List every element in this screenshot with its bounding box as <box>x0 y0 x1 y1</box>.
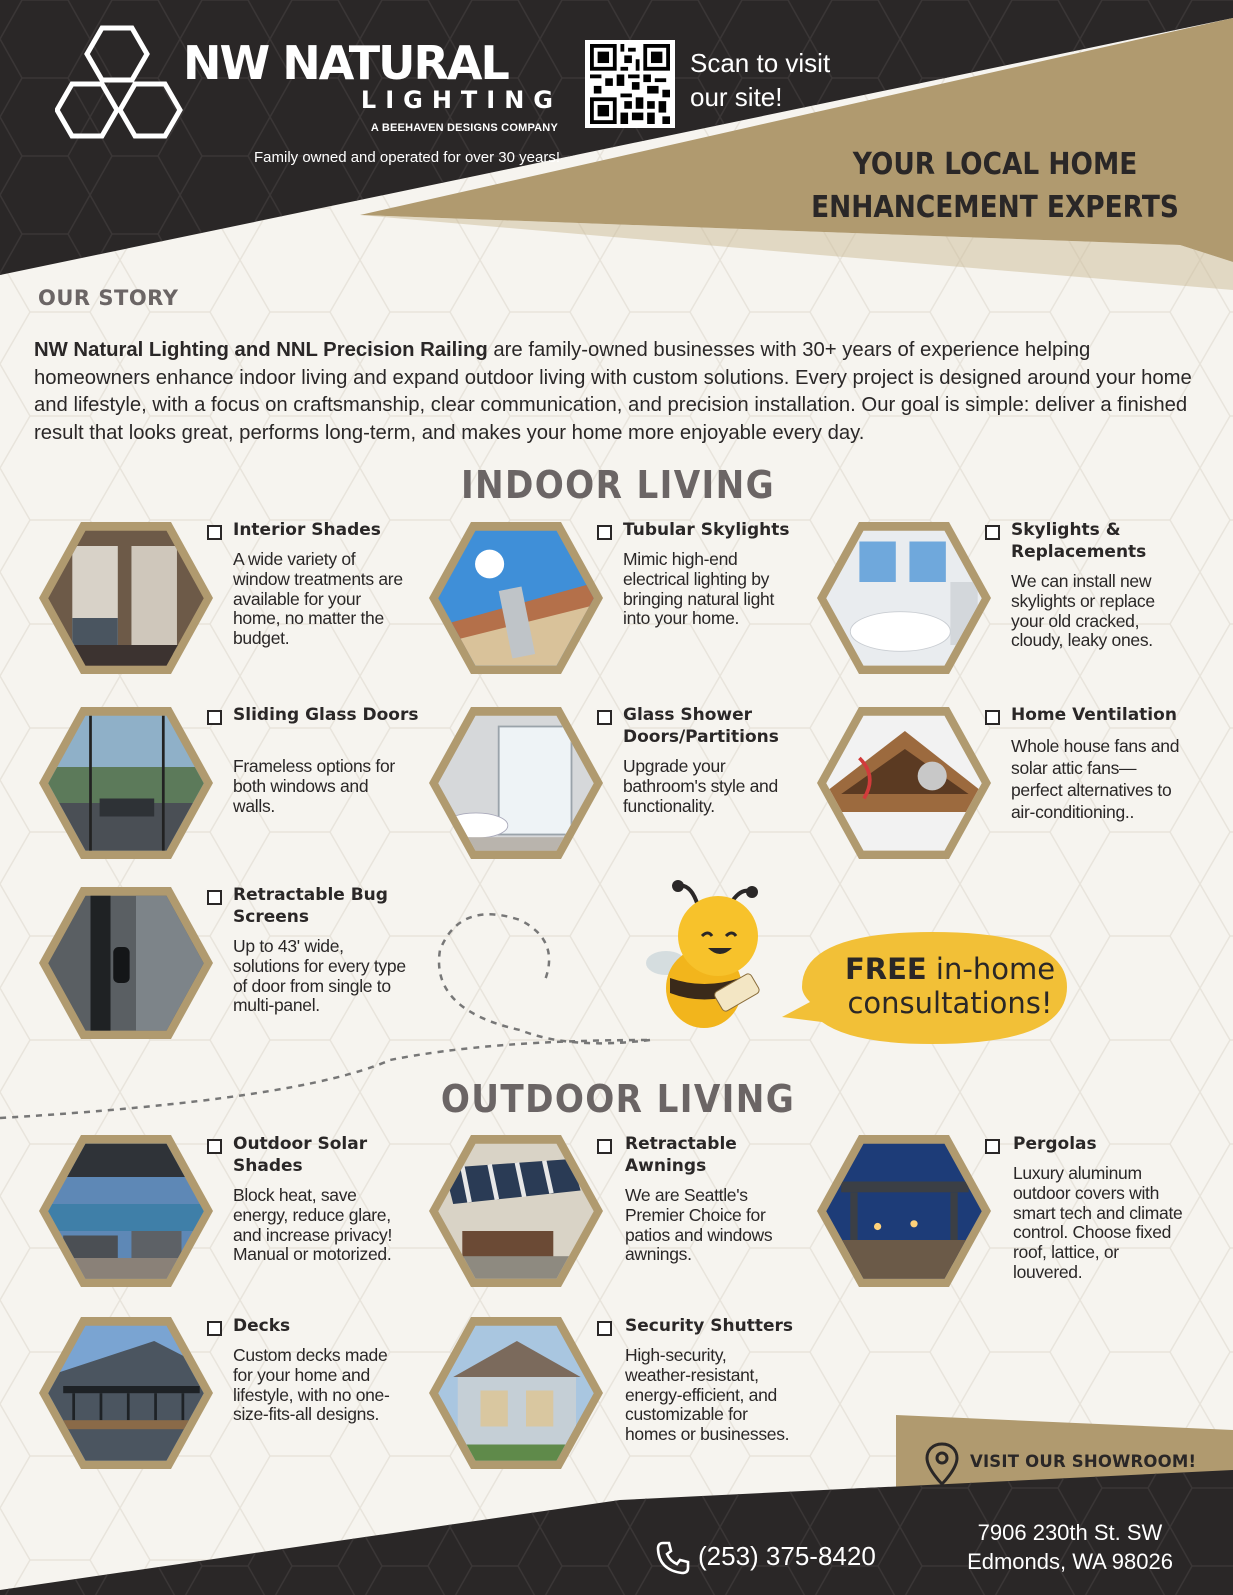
decks-checkbox[interactable] <box>207 1321 222 1336</box>
glass-shower-checkbox[interactable] <box>597 710 612 725</box>
phone-icon <box>655 1540 691 1576</box>
brand-name: NW NATURAL <box>183 36 508 90</box>
outdoor-heading: OUTDOOR LIVING <box>440 1077 796 1121</box>
free-consultation-line-1 <box>822 952 1078 986</box>
tubular-skylights-desc: Mimic high-end electrical lighting by bringing natural light into your home. <box>623 549 775 629</box>
interior-shades-photo <box>37 520 215 676</box>
experts-line-2: ENHANCEMENT EXPERTS <box>811 190 1179 225</box>
security-shutters-title: Security Shutters <box>625 1316 794 1336</box>
logo-hexagons-icon <box>55 24 185 142</box>
sliding-glass-doors-desc: Frameless options for both windows and walls. <box>233 756 395 816</box>
free-consultation-text <box>822 952 1078 1020</box>
pergolas-title: Pergolas <box>1013 1134 1097 1154</box>
story-paragraph <box>34 337 1204 447</box>
glass-shower-desc: Upgrade your bathroom's style and functionality. <box>623 756 778 816</box>
qr-code[interactable] <box>585 40 675 128</box>
qr-code-icon <box>589 44 671 124</box>
brand-subname: LIGHTING <box>360 86 562 114</box>
free-label: FREE <box>844 952 927 986</box>
skylights-title: Skylights & Replacements <box>1011 520 1147 562</box>
in-home-label: in-home <box>926 952 1056 986</box>
experts-heading <box>806 143 1184 229</box>
home-ventilation-title: Home Ventilation <box>1011 705 1177 725</box>
pergolas-desc: Luxury aluminum outdoor covers with smart tech and climate control. Choose fixed roof, lattice, or louvered. <box>1013 1163 1183 1282</box>
solar-shades-checkbox[interactable] <box>207 1139 222 1154</box>
solar-shades-photo <box>37 1133 215 1289</box>
tubular-skylights-checkbox[interactable] <box>597 525 612 540</box>
awnings-photo <box>427 1133 605 1289</box>
awnings-desc: We are Seattle's Premier Choice for patios and windows awnings. <box>625 1185 773 1265</box>
tubular-skylights-photo <box>427 520 605 676</box>
skylights-checkbox[interactable] <box>985 525 1000 540</box>
address-line-2: Edmonds, WA 98026 <box>967 1549 1173 1574</box>
decks-desc: Custom decks made for your home and lifestyle, with no one-size-fits-all designs. <box>233 1345 390 1425</box>
interior-shades-title: Interior Shades <box>233 520 381 540</box>
visit-showroom-link[interactable]: VISIT OUR SHOWROOM! <box>970 1452 1197 1471</box>
sliding-glass-doors-photo <box>37 705 215 861</box>
sliding-glass-doors-title: Sliding Glass Doors <box>233 705 419 725</box>
address-line-1: 7906 230th St. SW <box>977 1520 1163 1545</box>
brand-parent-company: A BEEHAVEN DESIGNS COMPANY <box>370 122 558 134</box>
phone-number[interactable]: (253) 375-8420 <box>698 1541 876 1571</box>
decks-title: Decks <box>233 1316 291 1336</box>
skylights-desc: We can install new skylights or replace your old cracked, cloudy, leaky ones. <box>1011 571 1155 651</box>
scan-instruction <box>690 46 870 114</box>
free-consultation-line-2: consultations! <box>847 986 1053 1020</box>
experts-line-1: YOUR LOCAL HOME <box>852 147 1138 182</box>
indoor-heading: INDOOR LIVING <box>460 463 776 507</box>
home-ventilation-checkbox[interactable] <box>985 710 1000 725</box>
story-heading: OUR STORY <box>38 286 179 310</box>
home-ventilation-photo <box>815 705 993 861</box>
solar-shades-desc: Block heat, save energy, reduce glare, and increase privacy! Manual or motorized. <box>233 1185 393 1265</box>
bug-screens-desc: Up to 43' wide, solutions for every type of door from single to multi-panel. <box>233 936 406 1016</box>
pergolas-photo <box>815 1133 993 1289</box>
scan-line-2: our site! <box>690 82 783 112</box>
story-text: are family-owned businesses with 30+ years of experience helping homeowners enhance indoor living and expand outdoor living with custom solutions. Every project is designed around your home and lifestyle, with a focus on craftsmanship, clear communication, and precision installation. Our goal is simple: deliver a finished result that looks great, performs long-term, and makes your home more enjoyable every day. <box>34 339 1192 444</box>
bug-screens-title: Retractable Bug Screens <box>233 885 388 927</box>
interior-shades-checkbox[interactable] <box>207 525 222 540</box>
solar-shades-title: Outdoor Solar Shades <box>233 1134 368 1176</box>
sliding-glass-doors-checkbox[interactable] <box>207 710 222 725</box>
security-shutters-checkbox[interactable] <box>597 1321 612 1336</box>
glass-shower-title: Glass Shower Doors/Partitions <box>623 705 779 747</box>
tagline: Family owned and operated for over 30 years! <box>254 149 560 166</box>
security-shutters-desc: High-security, weather-resistant, energy-efficient, and customizable for homes or businesses. <box>625 1345 790 1445</box>
scan-line-1: Scan to visit <box>690 48 831 78</box>
location-pin-icon <box>924 1442 960 1486</box>
skylights-photo <box>815 520 993 676</box>
home-ventilation-desc: Whole house fans and solar attic fans—perfect alternatives to air-conditioning.. <box>1011 736 1180 822</box>
interior-shades-desc: A wide variety of window treatments are available for your home, no matter the budget. <box>233 549 403 649</box>
awnings-title: Retractable Awnings <box>625 1134 737 1176</box>
bee-mascot-icon <box>636 878 776 1038</box>
glass-shower-photo <box>427 705 605 861</box>
story-lead: NW Natural Lighting and NNL Precision Railing <box>34 339 488 361</box>
pergolas-checkbox[interactable] <box>985 1139 1000 1154</box>
tubular-skylights-title: Tubular Skylights <box>623 520 790 540</box>
showroom-address <box>940 1518 1200 1576</box>
awnings-checkbox[interactable] <box>597 1139 612 1154</box>
